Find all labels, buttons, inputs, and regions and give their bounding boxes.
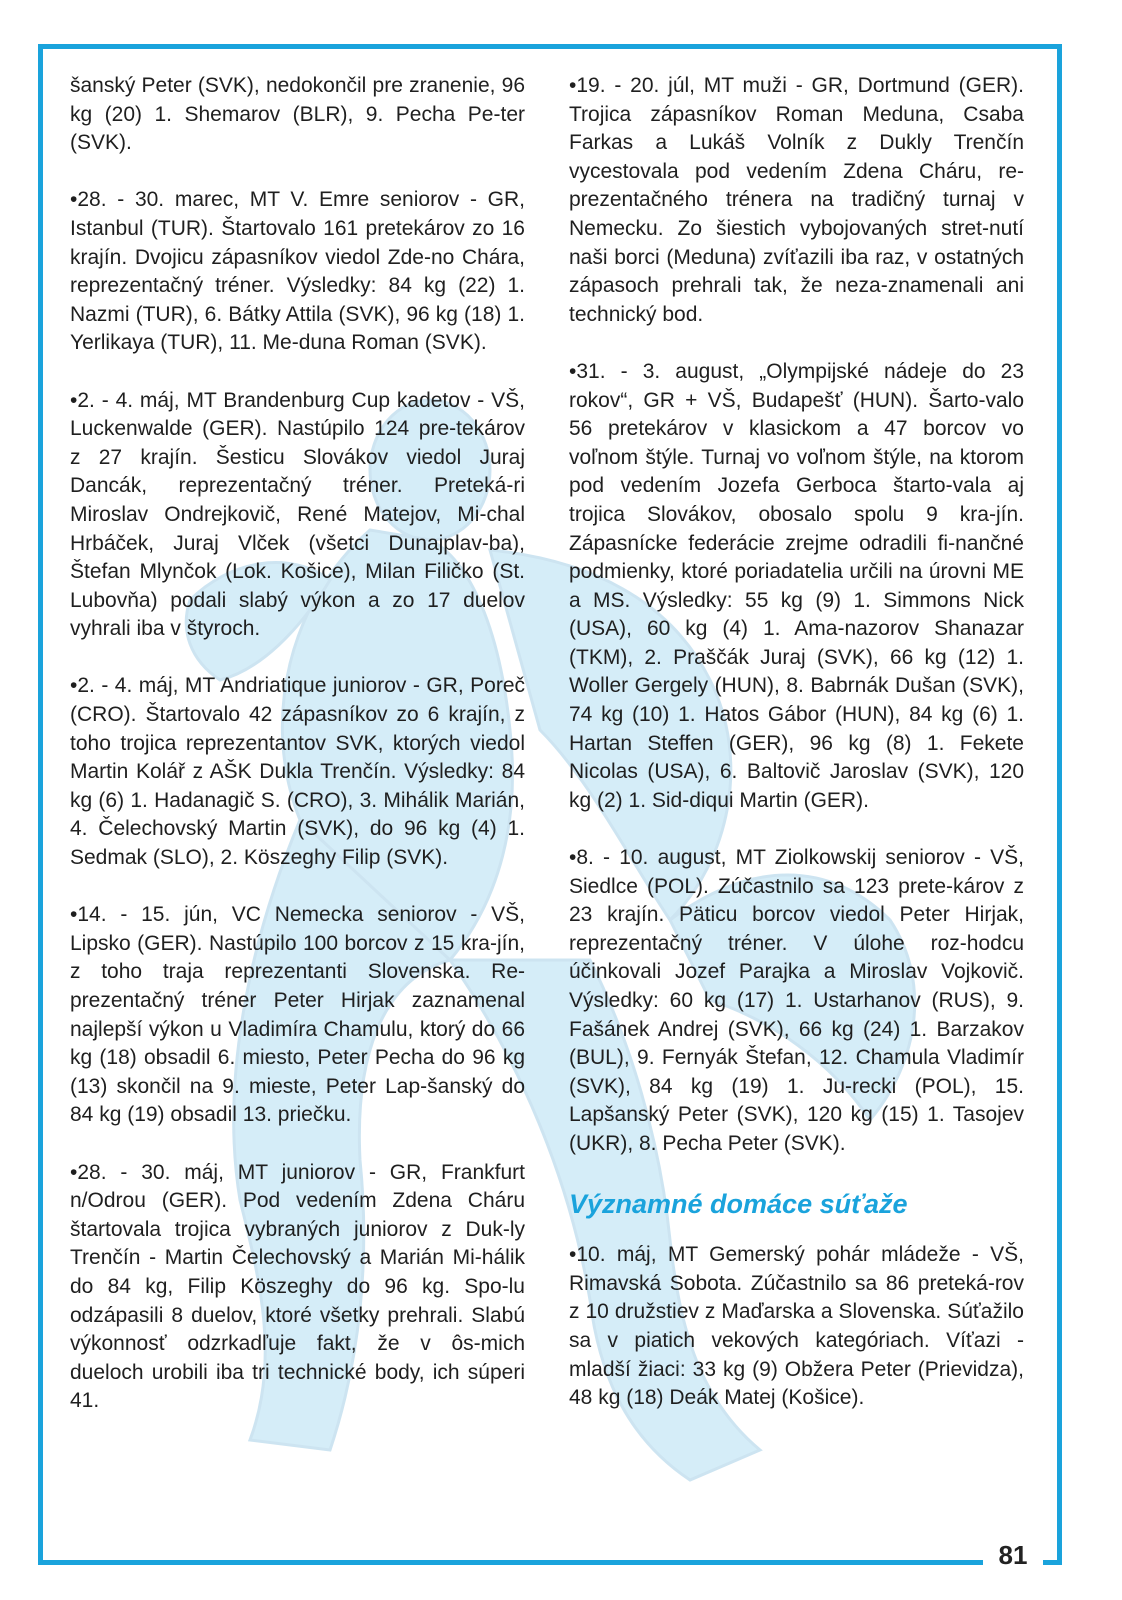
paragraph: •14. - 15. jún, VC Nemecka seniorov - VŠ, Lipsko (GER). Nastúpilo 100 borcov z 15 kra-jín, z toho traja reprezentanti Slovenska. Re-prezentačný tréner Peter Hirjak zaznamenal najlepší výkon u Vladimíra Chamulu, ktorý do 66 kg (18) obsadil 6. miesto, Peter Pecha do 96 kg (13) skončil na 9. mieste, Peter Lap-šanský do 84 kg (19) obsadil 13. priečku. bbox=[70, 903, 525, 1127]
paragraph: •28. - 30. máj, MT juniorov - GR, Frankfurt n/Odrou (GER). Pod vedením Zdena Cháru štartovala trojica vybraných juniorov z Duk-ly Trenčín - Martin Čelechovský a Marián Mi-hálik do 84 kg, Filip Köszeghy do 96 kg. Spo-lu odzápasili 8 duelov, ktoré všetky prehrali. Slabú výkonnosť odzrkadľuje fakt, že v ôs-mich dueloch urobili iba tri technické body, ich súperi 41. bbox=[70, 1160, 525, 1413]
paragraph: •28. - 30. marec, MT V. Emre seniorov - GR, Istanbul (TUR). Štartovalo 161 pretekárov zo 16 krajín. Dvojicu zápasníkov viedol Zde-no Chára, reprezentačný tréner. Výsledky: 84 kg (22) 1. Nazmi (TUR), 6. Bátky Attila (SVK), 96 kg (18) 1. Yerlikaya (TUR), 11. Me-duna Roman (SVK). bbox=[70, 188, 525, 355]
footer-rule-end bbox=[1043, 1560, 1062, 1565]
footer-rule bbox=[38, 1560, 983, 1565]
left-column bbox=[70, 72, 525, 1445]
section-heading: Významné domáce súťaže bbox=[569, 1189, 908, 1220]
paragraph: •19. - 20. júl, MT muži - GR, Dortmund (GER). Trojica zápasníkov Roman Meduna, Csaba Farkas a Lukáš Volník z Dukly Trenčín vycestovala pod vedením Zdena Cháru, re-prezentačného trénera na tradičný turnaj v Nemecku. Zo šiestich vybojovaných stret-nutí naši borci (Meduna) zvíťazili iba raz, v ostatných zápasoch prehrali tak, že neza-znamenali ani technický bod. bbox=[569, 74, 1024, 326]
paragraph: •2. - 4. máj, MT Andriatique juniorov - GR, Poreč (CRO). Štartovalo 42 zápasníkov zo 6 krajín, z toho trojica reprezentantov SVK, ktorých viedol Martin Kolář z AŠK Dukla Trenčín. Výsledky: 84 kg (6) 1. Hadanagič S. (CRO), 3. Mihálik Marián, 4. Čelechovský Martin (SVK), do 96 kg (4) 1. Sedmak (SLO), 2. Köszeghy Filip (SVK). bbox=[70, 674, 525, 870]
paragraph: •8. - 10. august, MT Ziolkowskij seniorov - VŠ, Siedlce (POL). Zúčastnilo sa 123 prete-károv z 23 krajín. Päticu borcov viedol Peter Hirjak, reprezentačný tréner. V úlohe roz-hodcu účinkovali Jozef Parajka a Miroslav Vojkovič. Výsledky: 60 kg (17) 1. Ustarhanov (RUS), 9. Fašánek Andrej (SVK), 66 kg (24) 1. Barzakov (BUL), 9. Fernyák Štefan, 12. Chamula Vladimír (SVK), 84 kg (19) 1. Ju-recki (POL), 15. Lapšanský Peter (SVK), 120 kg (15) 1. Tasojev (UKR), 8. Pecha Peter (SVK). bbox=[569, 846, 1024, 1155]
right-column bbox=[569, 72, 1024, 1441]
paragraph: •31. - 3. august, „Olympijské nádeje do 23 rokov“, GR + VŠ, Budapešť (HUN). Šarto-valo 56 pretekárov v klasickom a 47 borcov vo voľnom štýle. Turnaj vo voľnom štýle, na ktorom pod vedením Jozefa Gerboca štarto-vala aj trojica Slovákov, obosalo spolu 9 kra-jín. Zápasnícke federácie zrejme odradili fi-nančné podmienky, ktoré poriadatelia určili na úrovni ME a MS. Výsledky: 55 kg (9) 1. Simmons Nick (USA), 60 kg (4) 1. Ama-nazorov Shanazar (TKM), 2. Praščák Juraj (SVK), 66 kg (12) 1. Woller Gergely (HUN), 8. Babrnák Dušan (SVK), 74 kg (10) 1. Hatos Gábor (HUN), 84 kg (6) 1. Hartan Steffen (GER), 96 kg (8) 1. Fekete Nicolas (USA), 6. Baltovič Jaroslav (SVK), 120 kg (2) 1. Sid-diqui Martin (GER). bbox=[569, 359, 1024, 812]
page-number: 81 bbox=[998, 1540, 1028, 1570]
paragraph: šanský Peter (SVK), nedokončil pre zranenie, 96 kg (20) 1. Shemarov (BLR), 9. Pecha Pe-ter (SVK). bbox=[70, 74, 525, 155]
paragraph: •2. - 4. máj, MT Brandenburg Cup kadetov - VŠ, Luckenwalde (GER). Nastúpilo 124 pre-tekárov z 27 krajín. Šesticu Slovákov viedol Juraj Dancák, reprezentačný tréner. Preteká-ri Miroslav Ondrejkovič, René Matejov, Mi-chal Hrbáček, Juraj Vlček (všetci Dunajplav-ba), Štefan Mlynčok (Lok. Košice), Milan Filičko (St. Lubovňa) podali slabý výkon a zo 17 duelov vyhrali iba v štyroch. bbox=[70, 388, 525, 641]
paragraph: •10. máj, MT Gemerský pohár mládeže - VŠ, Rimavská Sobota. Zúčastnilo sa 86 preteká-rov z 10 družstiev z Maďarska a Slovenska. Súťažilo sa v piatich vekových kategóriach. Víťazi - mladší žiaci: 33 kg (9) Obžera Peter (Prievidza), 48 kg (18) Deák Matej (Košice). bbox=[569, 1243, 1024, 1410]
